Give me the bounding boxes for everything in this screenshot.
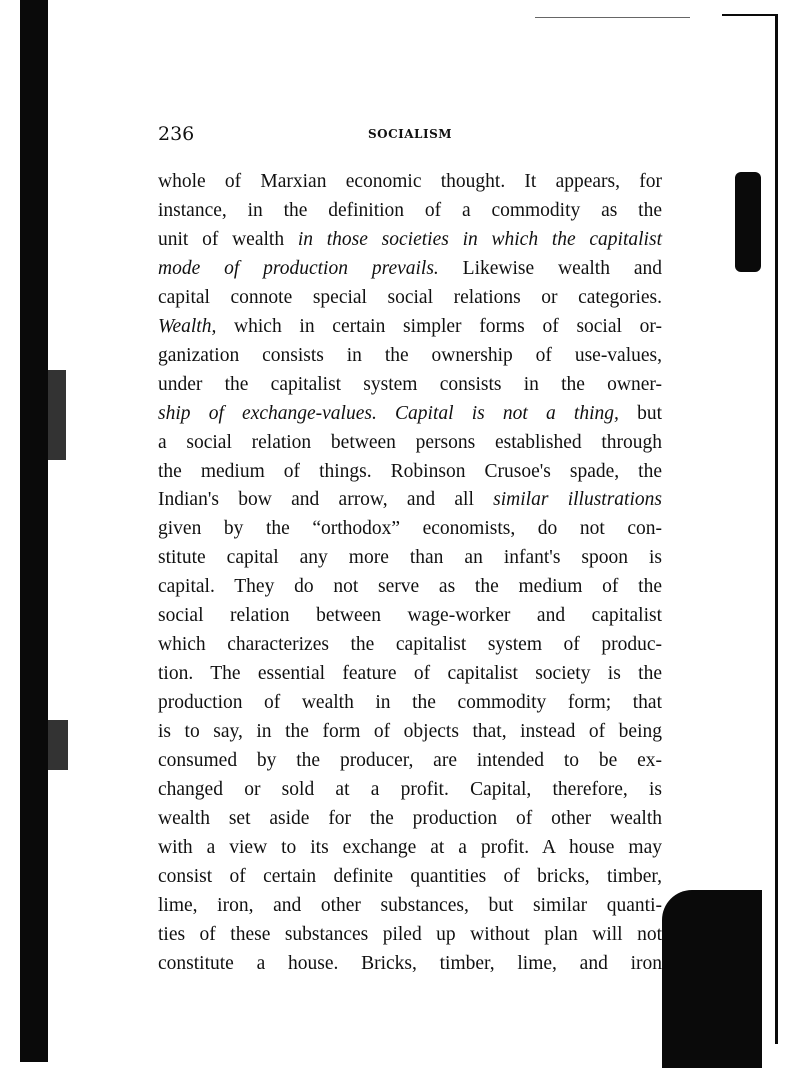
text-line xyxy=(158,168,662,197)
text-line xyxy=(158,371,662,400)
text-line xyxy=(158,660,662,689)
text-line xyxy=(158,255,662,284)
text-segment: given by the “orthodox” economists, do not con- xyxy=(158,518,662,540)
text-segment: ganization consists in the ownership of use-values, xyxy=(158,344,662,366)
text-segment: but xyxy=(618,402,663,424)
text-segment: stitute capital any more than an infant's spoon is xyxy=(158,547,662,569)
text-segment: a social relation between persons established through xyxy=(158,431,662,453)
text-line xyxy=(158,921,662,950)
scan-left-edge-notch xyxy=(48,720,68,770)
text-line xyxy=(158,747,662,776)
scan-left-edge-notch xyxy=(48,370,66,460)
text-segment: is to say, in the form of objects that, instead of being xyxy=(158,721,662,743)
text-segment: constitute a house. Bricks, timber, lime, and iron xyxy=(158,952,662,974)
running-title: SOCIALISM xyxy=(367,127,453,141)
text-line xyxy=(158,313,662,342)
italic-text: similar illustrations xyxy=(493,489,662,511)
text-line xyxy=(158,892,662,921)
text-line xyxy=(158,544,662,573)
text-line xyxy=(158,776,662,805)
text-segment: production of wealth in the commodity form; that xyxy=(158,692,662,714)
text-line xyxy=(158,689,662,718)
text-line xyxy=(158,342,662,371)
text-line xyxy=(158,718,662,747)
text-line xyxy=(158,486,662,515)
text-line xyxy=(158,834,662,863)
text-line xyxy=(158,573,662,602)
text-segment: changed or sold at a profit. Capital, therefore, is xyxy=(158,779,662,801)
text-line xyxy=(158,805,662,834)
text-segment: the medium of things. Robinson Crusoe's spade, the xyxy=(158,460,662,482)
text-line xyxy=(158,602,662,631)
text-line xyxy=(158,226,662,255)
text-segment: lime, iron, and other substances, but similar quanti- xyxy=(158,894,662,916)
text-segment: social relation between wage-worker and capitalist xyxy=(158,605,662,627)
scan-top-rule xyxy=(535,17,690,18)
text-segment: Indian's bow and arrow, and all xyxy=(158,489,494,511)
text-line xyxy=(158,515,662,544)
italic-text: Wealth, xyxy=(158,315,217,337)
text-segment: ties of these substances piled up without plan will not xyxy=(158,923,662,945)
text-segment: which characterizes the capitalist system of produc- xyxy=(158,634,662,656)
text-line xyxy=(158,863,662,892)
text-line xyxy=(158,458,662,487)
italic-text: in those societies in which the capitalist xyxy=(297,228,662,250)
text-segment: capital. They do not serve as the medium of the xyxy=(158,576,662,598)
text-segment: which in certain simpler forms of social or- xyxy=(216,315,662,337)
text-segment: whole of Marxian economic thought. It appears, for xyxy=(158,171,662,192)
text-segment: consumed by the producer, are intended to be ex- xyxy=(158,750,662,772)
text-line xyxy=(158,950,662,979)
scan-left-edge-shadow xyxy=(20,0,48,1062)
text-segment: instance, in the definition of a commodity as the xyxy=(158,199,662,221)
text-segment: unit of wealth xyxy=(158,228,298,250)
text-line xyxy=(158,400,662,429)
italic-text: mode of production prevails. xyxy=(158,257,439,279)
text-line xyxy=(158,429,662,458)
page-header xyxy=(158,123,662,147)
body-text xyxy=(158,168,662,979)
scan-bottom-right-block xyxy=(662,890,762,1068)
scan-right-edge-line xyxy=(775,14,778,1044)
italic-text: ship of exchange-values. Capital is not a thing, xyxy=(158,402,619,424)
text-segment: with a view to its exchange at a profit. A house may xyxy=(158,836,662,858)
text-segment: Likewise wealth and xyxy=(438,257,662,279)
text-segment: capital connote special social relations or categories. xyxy=(158,286,662,308)
text-segment: under the capitalist system consists in the owner- xyxy=(158,373,662,395)
text-segment: wealth set aside for the production of other wealth xyxy=(158,807,662,829)
scan-right-rule xyxy=(722,14,778,16)
page-number: 236 xyxy=(158,123,195,145)
text-segment: tion. The essential feature of capitalist society is the xyxy=(158,663,662,685)
text-line xyxy=(158,631,662,660)
text-line xyxy=(158,284,662,313)
text-line xyxy=(158,197,662,226)
text-segment: consist of certain definite quantities of bricks, timber, xyxy=(158,865,662,887)
scan-right-blob xyxy=(735,172,761,272)
